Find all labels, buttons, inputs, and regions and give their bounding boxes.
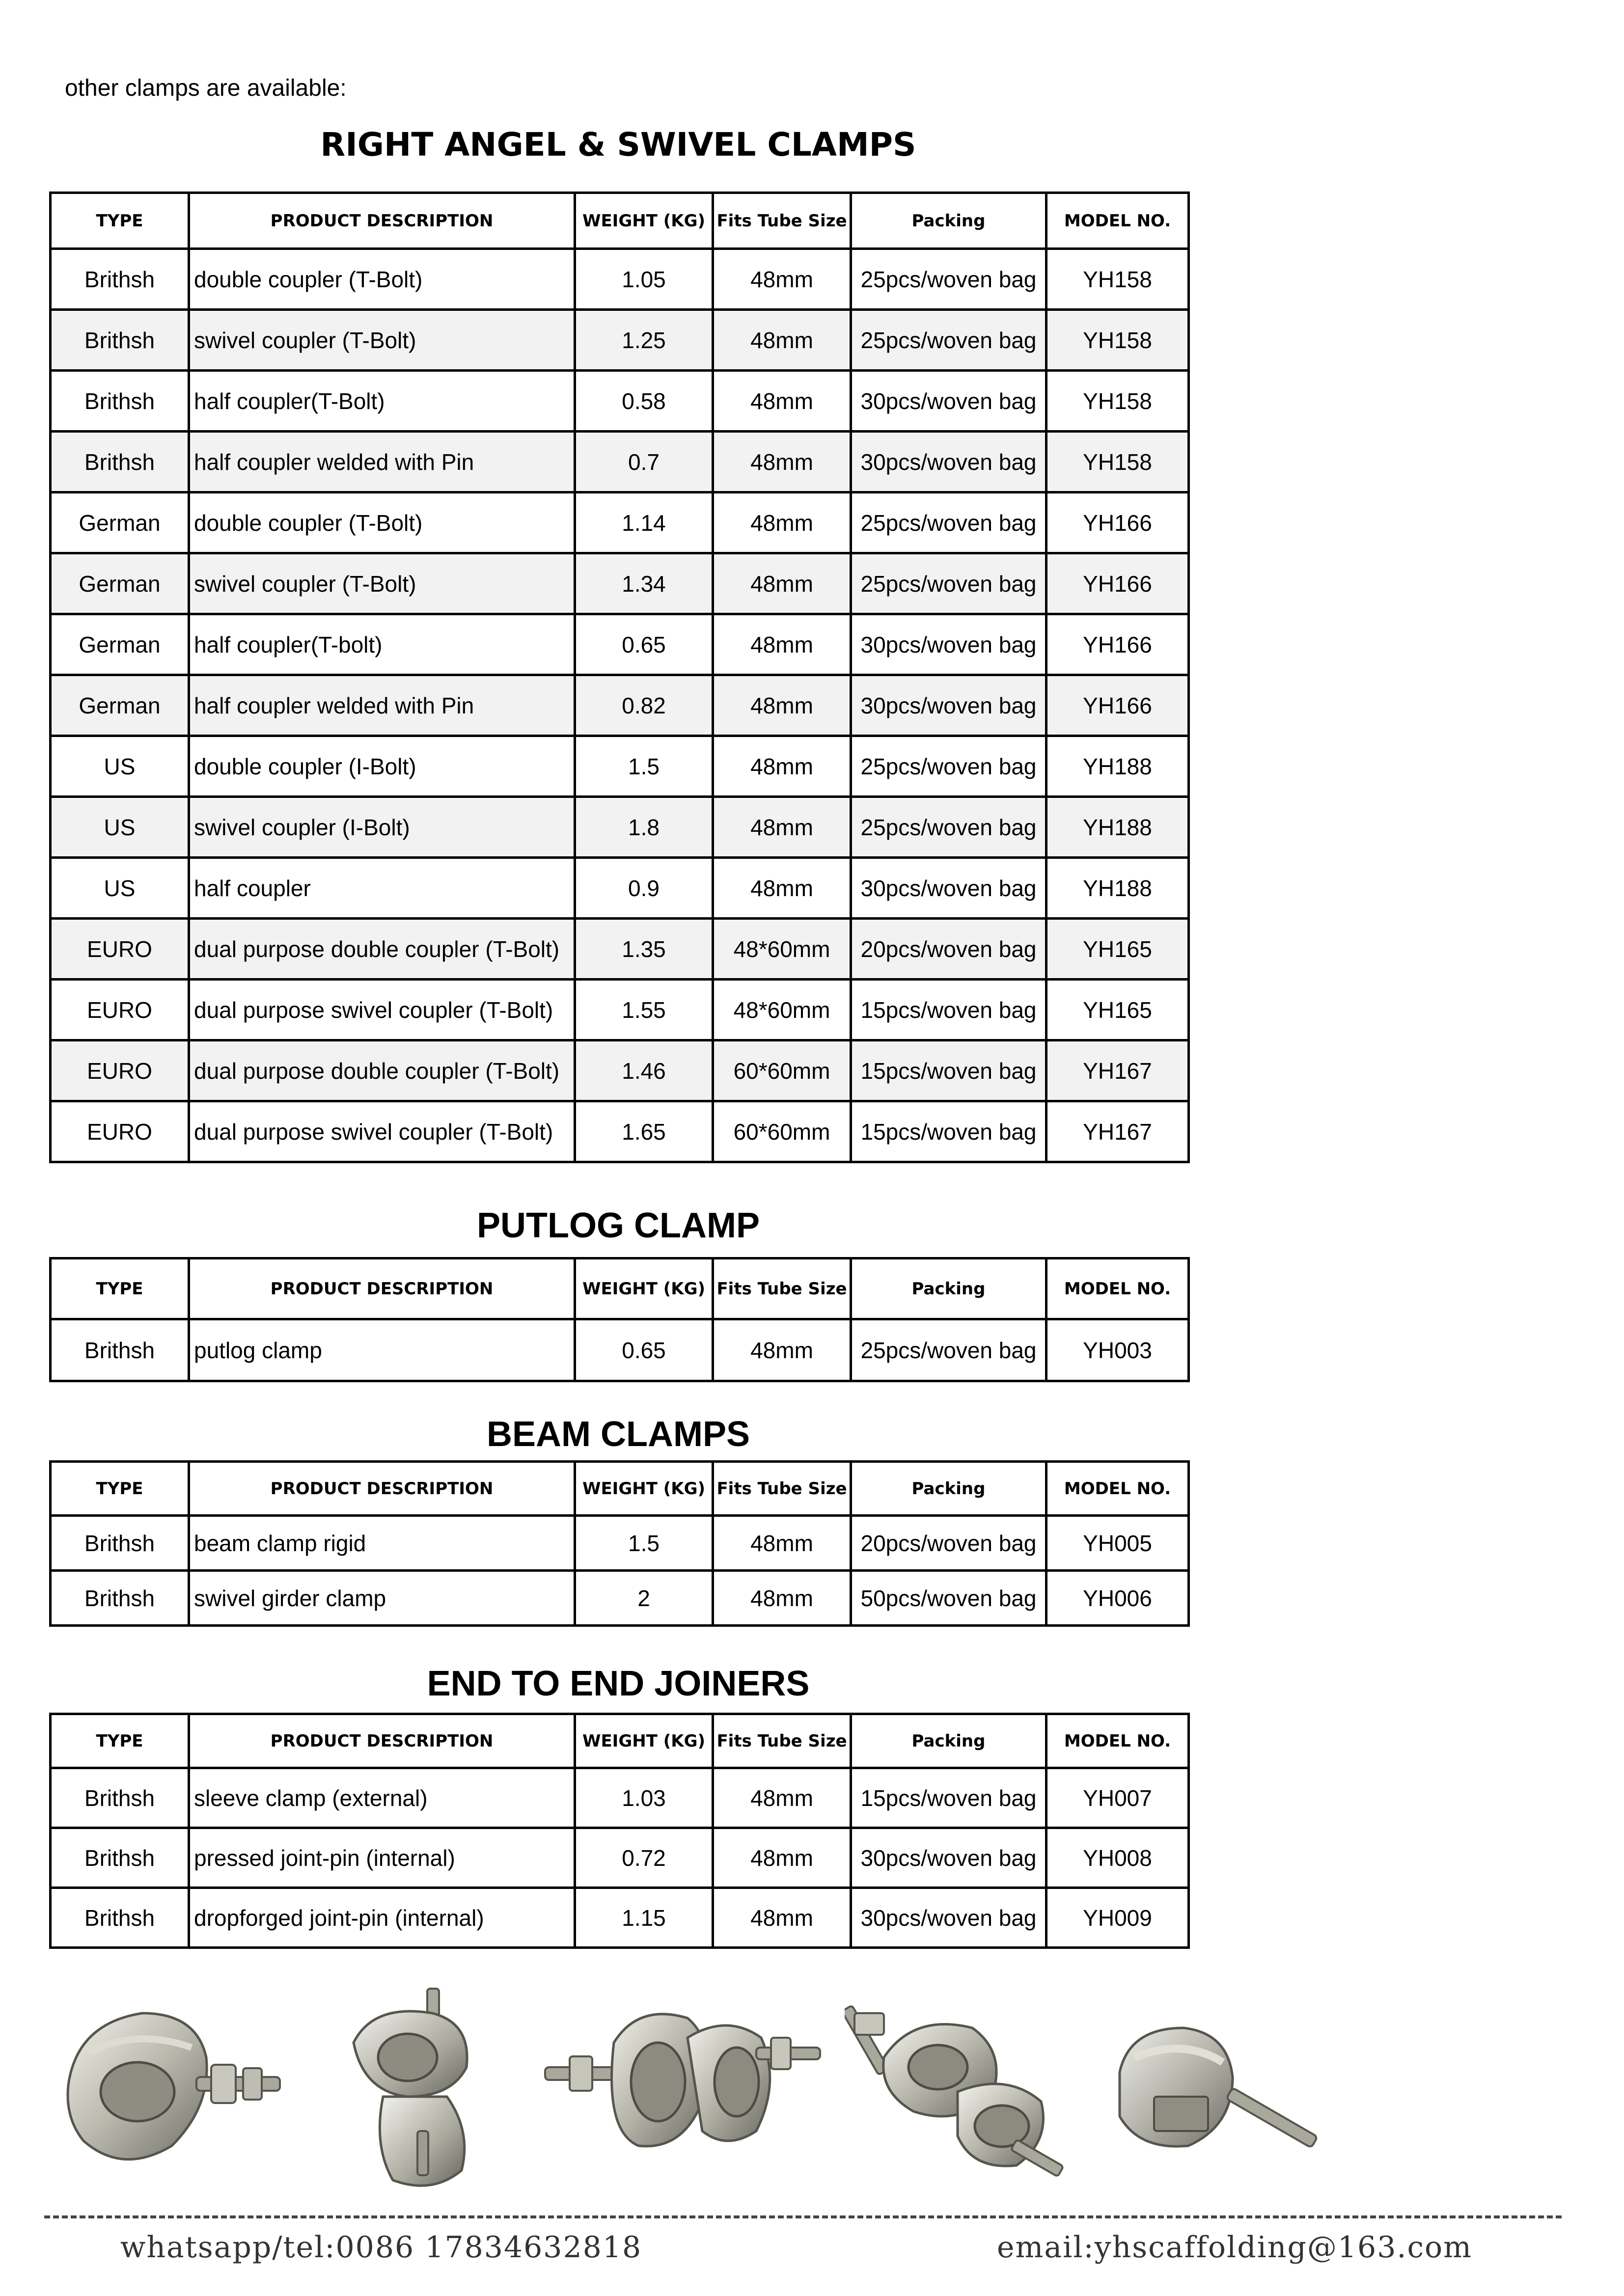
- col-type: TYPE: [51, 1258, 189, 1319]
- table-header-row: [51, 1714, 1189, 1768]
- col-type: TYPE: [51, 1714, 189, 1768]
- col-packing: Packing: [851, 1714, 1046, 1768]
- cell-product-description: half coupler welded with Pin: [189, 675, 575, 736]
- cell-product-description: double coupler (T-Bolt): [189, 249, 575, 310]
- cell-product-description: dual purpose swivel coupler (T-Bolt): [189, 980, 575, 1040]
- cell-tube-size: 48mm: [713, 675, 851, 736]
- cell-type: Brithsh: [51, 371, 189, 432]
- cell-tube-size: 48mm: [713, 310, 851, 371]
- cell-model-no: YH188: [1046, 797, 1189, 858]
- cell-type: German: [51, 614, 189, 675]
- cell-weight: 1.5: [575, 1516, 713, 1571]
- cell-type: Brithsh: [51, 1319, 189, 1381]
- col-product-description: PRODUCT DESCRIPTION: [189, 193, 575, 249]
- cell-type: Brithsh: [51, 1828, 189, 1888]
- cell-tube-size: 48mm: [713, 249, 851, 310]
- cell-model-no: YH158: [1046, 371, 1189, 432]
- cell-model-no: YH003: [1046, 1319, 1189, 1381]
- cell-weight: 1.5: [575, 736, 713, 797]
- cell-model-no: YH167: [1046, 1101, 1189, 1162]
- cell-tube-size: 48mm: [713, 553, 851, 614]
- cell-packing: 15pcs/woven bag: [851, 1040, 1046, 1101]
- cell-product-description: dropforged joint-pin (internal): [189, 1888, 575, 1948]
- cell-packing: 15pcs/woven bag: [851, 1768, 1046, 1828]
- col-tube-size: Fits Tube Size: [713, 1258, 851, 1319]
- cell-packing: 30pcs/woven bag: [851, 858, 1046, 919]
- col-type: TYPE: [51, 1462, 189, 1516]
- cell-product-description: half coupler(T-Bolt): [189, 371, 575, 432]
- cell-tube-size: 48*60mm: [713, 919, 851, 980]
- col-product-description: PRODUCT DESCRIPTION: [189, 1258, 575, 1319]
- cell-packing: 30pcs/woven bag: [851, 371, 1046, 432]
- cell-tube-size: 48mm: [713, 797, 851, 858]
- cell-weight: 1.46: [575, 1040, 713, 1101]
- table-row: [51, 736, 1189, 797]
- cell-type: Brithsh: [51, 432, 189, 492]
- table-row: [51, 249, 1189, 310]
- putlog-table: [49, 1257, 1190, 1382]
- cell-type: Brithsh: [51, 310, 189, 371]
- table-row: [51, 919, 1189, 980]
- section-title-end-to-end: END TO END JOINERS: [427, 1664, 810, 1703]
- col-product-description: PRODUCT DESCRIPTION: [189, 1462, 575, 1516]
- cell-type: Brithsh: [51, 249, 189, 310]
- table-row: [51, 980, 1189, 1040]
- cell-product-description: pressed joint-pin (internal): [189, 1828, 575, 1888]
- cell-model-no: YH007: [1046, 1768, 1189, 1828]
- col-type: TYPE: [51, 193, 189, 249]
- col-model-no: MODEL NO.: [1046, 193, 1189, 249]
- table-row: [51, 492, 1189, 553]
- col-product-description: PRODUCT DESCRIPTION: [189, 1714, 575, 1768]
- cell-model-no: YH005: [1046, 1516, 1189, 1571]
- cell-tube-size: 60*60mm: [713, 1101, 851, 1162]
- cell-weight: 1.05: [575, 249, 713, 310]
- cell-tube-size: 48mm: [713, 371, 851, 432]
- table-row: [51, 614, 1189, 675]
- cell-packing: 20pcs/woven bag: [851, 1516, 1046, 1571]
- cell-packing: 50pcs/woven bag: [851, 1571, 1046, 1626]
- cell-weight: 1.25: [575, 310, 713, 371]
- cell-weight: 1.65: [575, 1101, 713, 1162]
- swivel-coupler-pair-photo: [845, 1984, 1080, 2190]
- cell-weight: 1.35: [575, 919, 713, 980]
- half-coupler-photo: [1090, 1984, 1336, 2190]
- beam-table: [49, 1460, 1190, 1627]
- cell-type: US: [51, 797, 189, 858]
- col-packing: Packing: [851, 1258, 1046, 1319]
- double-coupler-photo: [49, 1984, 295, 2190]
- cell-model-no: YH158: [1046, 432, 1189, 492]
- col-tube-size: Fits Tube Size: [713, 1462, 851, 1516]
- cell-tube-size: 48mm: [713, 1571, 851, 1626]
- cell-tube-size: 48mm: [713, 614, 851, 675]
- cell-packing: 25pcs/woven bag: [851, 492, 1046, 553]
- section-title-right-angle-swivel: RIGHT ANGEL & SWIVEL CLAMPS: [320, 126, 916, 164]
- cell-type: US: [51, 736, 189, 797]
- col-weight: WEIGHT (KG): [575, 1258, 713, 1319]
- table-header-row: [51, 193, 1189, 249]
- cell-type: Brithsh: [51, 1768, 189, 1828]
- cell-type: German: [51, 492, 189, 553]
- footer-divider: [44, 2215, 1562, 2218]
- cell-packing: 15pcs/woven bag: [851, 980, 1046, 1040]
- cell-product-description: dual purpose double coupler (T-Bolt): [189, 1040, 575, 1101]
- col-weight: WEIGHT (KG): [575, 1714, 713, 1768]
- cell-tube-size: 48*60mm: [713, 980, 851, 1040]
- section-title-beam: BEAM CLAMPS: [487, 1415, 750, 1454]
- cell-model-no: YH009: [1046, 1888, 1189, 1948]
- table-row: [51, 1319, 1189, 1381]
- cell-type: Brithsh: [51, 1571, 189, 1626]
- table-row: [51, 1516, 1189, 1571]
- cell-weight: 1.8: [575, 797, 713, 858]
- table-row: [51, 1040, 1189, 1101]
- cell-tube-size: 48mm: [713, 1888, 851, 1948]
- table-row: [51, 553, 1189, 614]
- cell-packing: 25pcs/woven bag: [851, 736, 1046, 797]
- col-model-no: MODEL NO.: [1046, 1258, 1189, 1319]
- cell-weight: 0.72: [575, 1828, 713, 1888]
- swivel-coupler-photo: [334, 1984, 511, 2200]
- cell-tube-size: 48mm: [713, 1516, 851, 1571]
- col-tube-size: Fits Tube Size: [713, 1714, 851, 1768]
- cell-weight: 2: [575, 1571, 713, 1626]
- cell-product-description: swivel coupler (T-Bolt): [189, 553, 575, 614]
- cell-weight: 1.14: [575, 492, 713, 553]
- cell-tube-size: 48mm: [713, 1828, 851, 1888]
- cell-product-description: dual purpose double coupler (T-Bolt): [189, 919, 575, 980]
- double-coupler-pair-photo: [540, 1984, 825, 2190]
- cell-tube-size: 48mm: [713, 492, 851, 553]
- cell-packing: 25pcs/woven bag: [851, 249, 1046, 310]
- cell-type: EURO: [51, 1101, 189, 1162]
- cell-tube-size: 48mm: [713, 736, 851, 797]
- table-header-row: [51, 1258, 1189, 1319]
- cell-weight: 1.03: [575, 1768, 713, 1828]
- cell-product-description: putlog clamp: [189, 1319, 575, 1381]
- table-row: [51, 310, 1189, 371]
- table-row: [51, 1828, 1189, 1888]
- cell-product-description: half coupler: [189, 858, 575, 919]
- cell-weight: 1.34: [575, 553, 713, 614]
- cell-weight: 1.15: [575, 1888, 713, 1948]
- cell-weight: 0.9: [575, 858, 713, 919]
- cell-tube-size: 48mm: [713, 858, 851, 919]
- cell-model-no: YH166: [1046, 675, 1189, 736]
- cell-model-no: YH006: [1046, 1571, 1189, 1626]
- cell-model-no: YH165: [1046, 980, 1189, 1040]
- cell-type: EURO: [51, 980, 189, 1040]
- cell-tube-size: 60*60mm: [713, 1040, 851, 1101]
- cell-tube-size: 48mm: [713, 1319, 851, 1381]
- cell-model-no: YH158: [1046, 310, 1189, 371]
- cell-packing: 25pcs/woven bag: [851, 553, 1046, 614]
- cell-model-no: YH166: [1046, 614, 1189, 675]
- cell-type: Brithsh: [51, 1516, 189, 1571]
- cell-model-no: YH188: [1046, 736, 1189, 797]
- cell-packing: 25pcs/woven bag: [851, 310, 1046, 371]
- cell-product-description: swivel girder clamp: [189, 1571, 575, 1626]
- table-row: [51, 432, 1189, 492]
- table-row: [51, 1888, 1189, 1948]
- section-title-putlog: PUTLOG CLAMP: [477, 1206, 760, 1245]
- intro-text: other clamps are available:: [65, 75, 347, 101]
- cell-model-no: YH166: [1046, 553, 1189, 614]
- table-row: [51, 858, 1189, 919]
- cell-product-description: half coupler(T-bolt): [189, 614, 575, 675]
- cell-type: US: [51, 858, 189, 919]
- cell-product-description: swivel coupler (T-Bolt): [189, 310, 575, 371]
- col-weight: WEIGHT (KG): [575, 193, 713, 249]
- col-model-no: MODEL NO.: [1046, 1714, 1189, 1768]
- cell-model-no: YH188: [1046, 858, 1189, 919]
- product-photos: [49, 1984, 1355, 2200]
- cell-packing: 15pcs/woven bag: [851, 1101, 1046, 1162]
- contact-phone: whatsapp/tel:0086 17834632818: [120, 2230, 642, 2265]
- cell-packing: 25pcs/woven bag: [851, 797, 1046, 858]
- cell-product-description: beam clamp rigid: [189, 1516, 575, 1571]
- table-row: [51, 371, 1189, 432]
- cell-weight: 1.55: [575, 980, 713, 1040]
- cell-type: Brithsh: [51, 1888, 189, 1948]
- cell-weight: 0.65: [575, 1319, 713, 1381]
- end-to-end-table: [49, 1713, 1190, 1949]
- cell-weight: 0.58: [575, 371, 713, 432]
- cell-weight: 0.65: [575, 614, 713, 675]
- cell-product-description: dual purpose swivel coupler (T-Bolt): [189, 1101, 575, 1162]
- table-row: [51, 675, 1189, 736]
- table-row: [51, 797, 1189, 858]
- cell-weight: 0.7: [575, 432, 713, 492]
- cell-model-no: YH158: [1046, 249, 1189, 310]
- col-tube-size: Fits Tube Size: [713, 193, 851, 249]
- cell-type: EURO: [51, 1040, 189, 1101]
- right-angle-swivel-table: [49, 191, 1190, 1163]
- table-header-row: [51, 1462, 1189, 1516]
- col-model-no: MODEL NO.: [1046, 1462, 1189, 1516]
- table-row: [51, 1101, 1189, 1162]
- cell-packing: 30pcs/woven bag: [851, 1828, 1046, 1888]
- col-packing: Packing: [851, 193, 1046, 249]
- table-row: [51, 1571, 1189, 1626]
- cell-packing: 20pcs/woven bag: [851, 919, 1046, 980]
- cell-packing: 30pcs/woven bag: [851, 432, 1046, 492]
- cell-product-description: swivel coupler (I-Bolt): [189, 797, 575, 858]
- cell-model-no: YH167: [1046, 1040, 1189, 1101]
- col-weight: WEIGHT (KG): [575, 1462, 713, 1516]
- col-packing: Packing: [851, 1462, 1046, 1516]
- cell-model-no: YH008: [1046, 1828, 1189, 1888]
- contact-email: email:yhscaffolding@163.com: [997, 2230, 1473, 2265]
- cell-packing: 30pcs/woven bag: [851, 675, 1046, 736]
- cell-product-description: half coupler welded with Pin: [189, 432, 575, 492]
- cell-packing: 30pcs/woven bag: [851, 614, 1046, 675]
- cell-model-no: YH166: [1046, 492, 1189, 553]
- cell-weight: 0.82: [575, 675, 713, 736]
- table-row: [51, 1768, 1189, 1828]
- cell-type: German: [51, 675, 189, 736]
- cell-type: German: [51, 553, 189, 614]
- cell-packing: 30pcs/woven bag: [851, 1888, 1046, 1948]
- cell-tube-size: 48mm: [713, 432, 851, 492]
- cell-product-description: sleeve clamp (external): [189, 1768, 575, 1828]
- cell-type: EURO: [51, 919, 189, 980]
- cell-tube-size: 48mm: [713, 1768, 851, 1828]
- cell-packing: 25pcs/woven bag: [851, 1319, 1046, 1381]
- cell-product-description: double coupler (T-Bolt): [189, 492, 575, 553]
- cell-model-no: YH165: [1046, 919, 1189, 980]
- cell-product-description: double coupler (I-Bolt): [189, 736, 575, 797]
